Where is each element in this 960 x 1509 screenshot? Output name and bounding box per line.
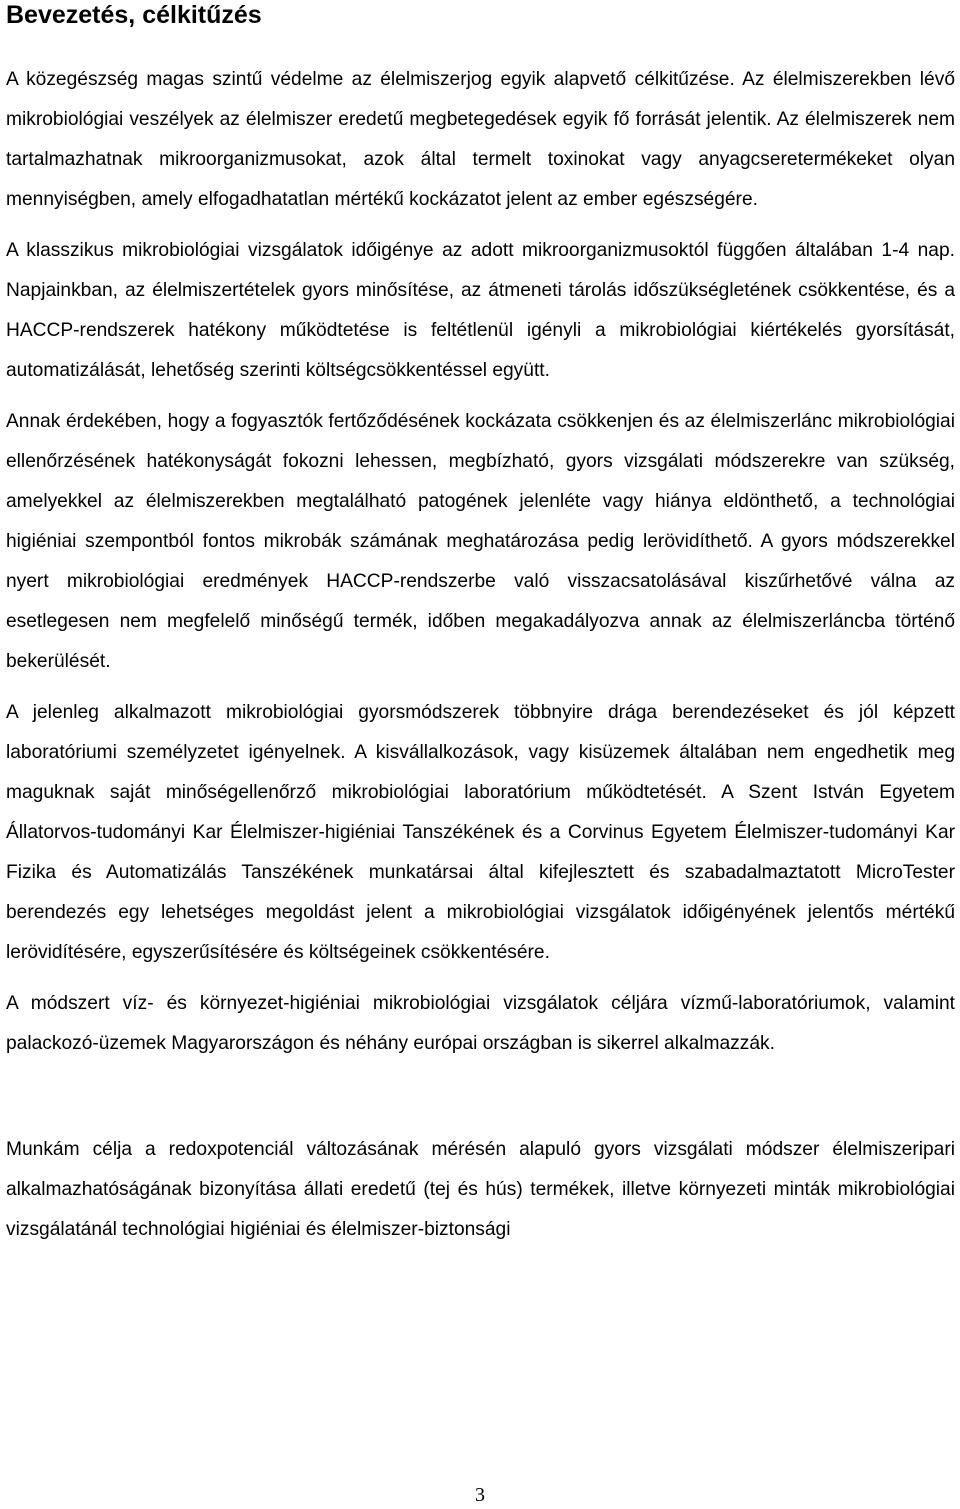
paragraph-rapid-methods: Annak érdekében, hogy a fogyasztók fertőződésének kockázata csökkenjen és az élelmiszerlánc mikrobiológiai ellenőrzésének hatékonyságát fokozni lehessen, megbízható, gyors vizsgálati módszerekre van szükség, amelyekkel az élelmiszerekben megtalálható patogének jelenléte vagy hiánya eldönthető, a technológiai higiéniai szempontból fontos mikrobák számának meghatározása pedig lerövidíthető. A gyors módszerekkel nyert mikrobiológiai eredmények HACCP-rendszerbe való visszacsatolásával kiszűrhetővé válna az esetlegesen nem megfelelő minőségű termék, időben megakadályozva annak az élelmiszerláncba történő bekerülését. xyxy=(6,411,955,672)
paragraph-intro: A közegészség magas szintű védelme az élelmiszerjog egyik alapvető célkitűzése. Az élelmiszerekben lévő mikrobiológiai veszélyek az élelmiszer eredetű megbetegedések egyik fő forrását jelentik. Az élelmiszerek nem tartalmazhatnak mikroorganizmusokat, azok által termelt toxinokat vagy anyagcseretermékeket olyan mennyiségben, amely elfogadhatatlan mértékű kockázatot jelent az ember egészségére. xyxy=(6,69,955,210)
page-number: 3 xyxy=(475,1484,485,1506)
paragraph-applications: A módszert víz- és környezet-higiéniai mikrobiológiai vizsgálatok céljára vízmű-laboratóriumok, valamint palackozó-üzemek Magyarországon és néhány európai országban is sikerrel alkalmazzák. xyxy=(6,993,955,1054)
paragraph-classic-tests: A klasszikus mikrobiológiai vizsgálatok időigénye az adott mikroorganizmusoktól függően általában 1-4 nap. Napjainkban, az élelmiszertételek gyors minősítése, az átmeneti tárolás időszükségletének csökkentése, és a HACCP-rendszerek hatékony működtetése is feltétlenül igényli a mikrobiológiai kiértékelés gyorsítását, automatizálását, lehetőség szerinti költségcsökkentéssel együtt. xyxy=(6,240,955,381)
document-page xyxy=(6,0,955,1250)
paragraph-aim: Munkám célja a redoxpotenciál változásának mérésén alapuló gyors vizsgálati módszer élelmiszeripari alkalmazhatóságának bizonyítása állati eredetű (tej és hús) termékek, illetve környezeti minták mikrobiológiai vizsgálatánál technológiai higiéniai és élelmiszer-biztonsági xyxy=(6,1139,955,1240)
paragraph-microtester: A jelenleg alkalmazott mikrobiológiai gyorsmódszerek többnyire drága berendezéseket és jól képzett laboratóriumi személyzetet igényelnek. A kisvállalkozások, vagy kisüzemek általában nem engedhetik meg maguknak saját minőségellenőrző mikrobiológiai laboratórium működtetését. A Szent István Egyetem Állatorvos-tudományi Kar Élelmiszer-higiéniai Tanszékének és a Corvinus Egyetem Élelmiszer-tudományi Kar Fizika és Automatizálás Tanszékének munkatársai által kifejlesztett és szabadalmaztatott MicroTester berendezés egy lehetséges megoldást jelent a mikrobiológiai vizsgálatok időigényének jelentős mértékű lerövidítésére, egyszerűsítésére és költségeinek csökkentésére. xyxy=(6,702,955,963)
section-title: Bevezetés, célkitűzés xyxy=(6,1,262,29)
